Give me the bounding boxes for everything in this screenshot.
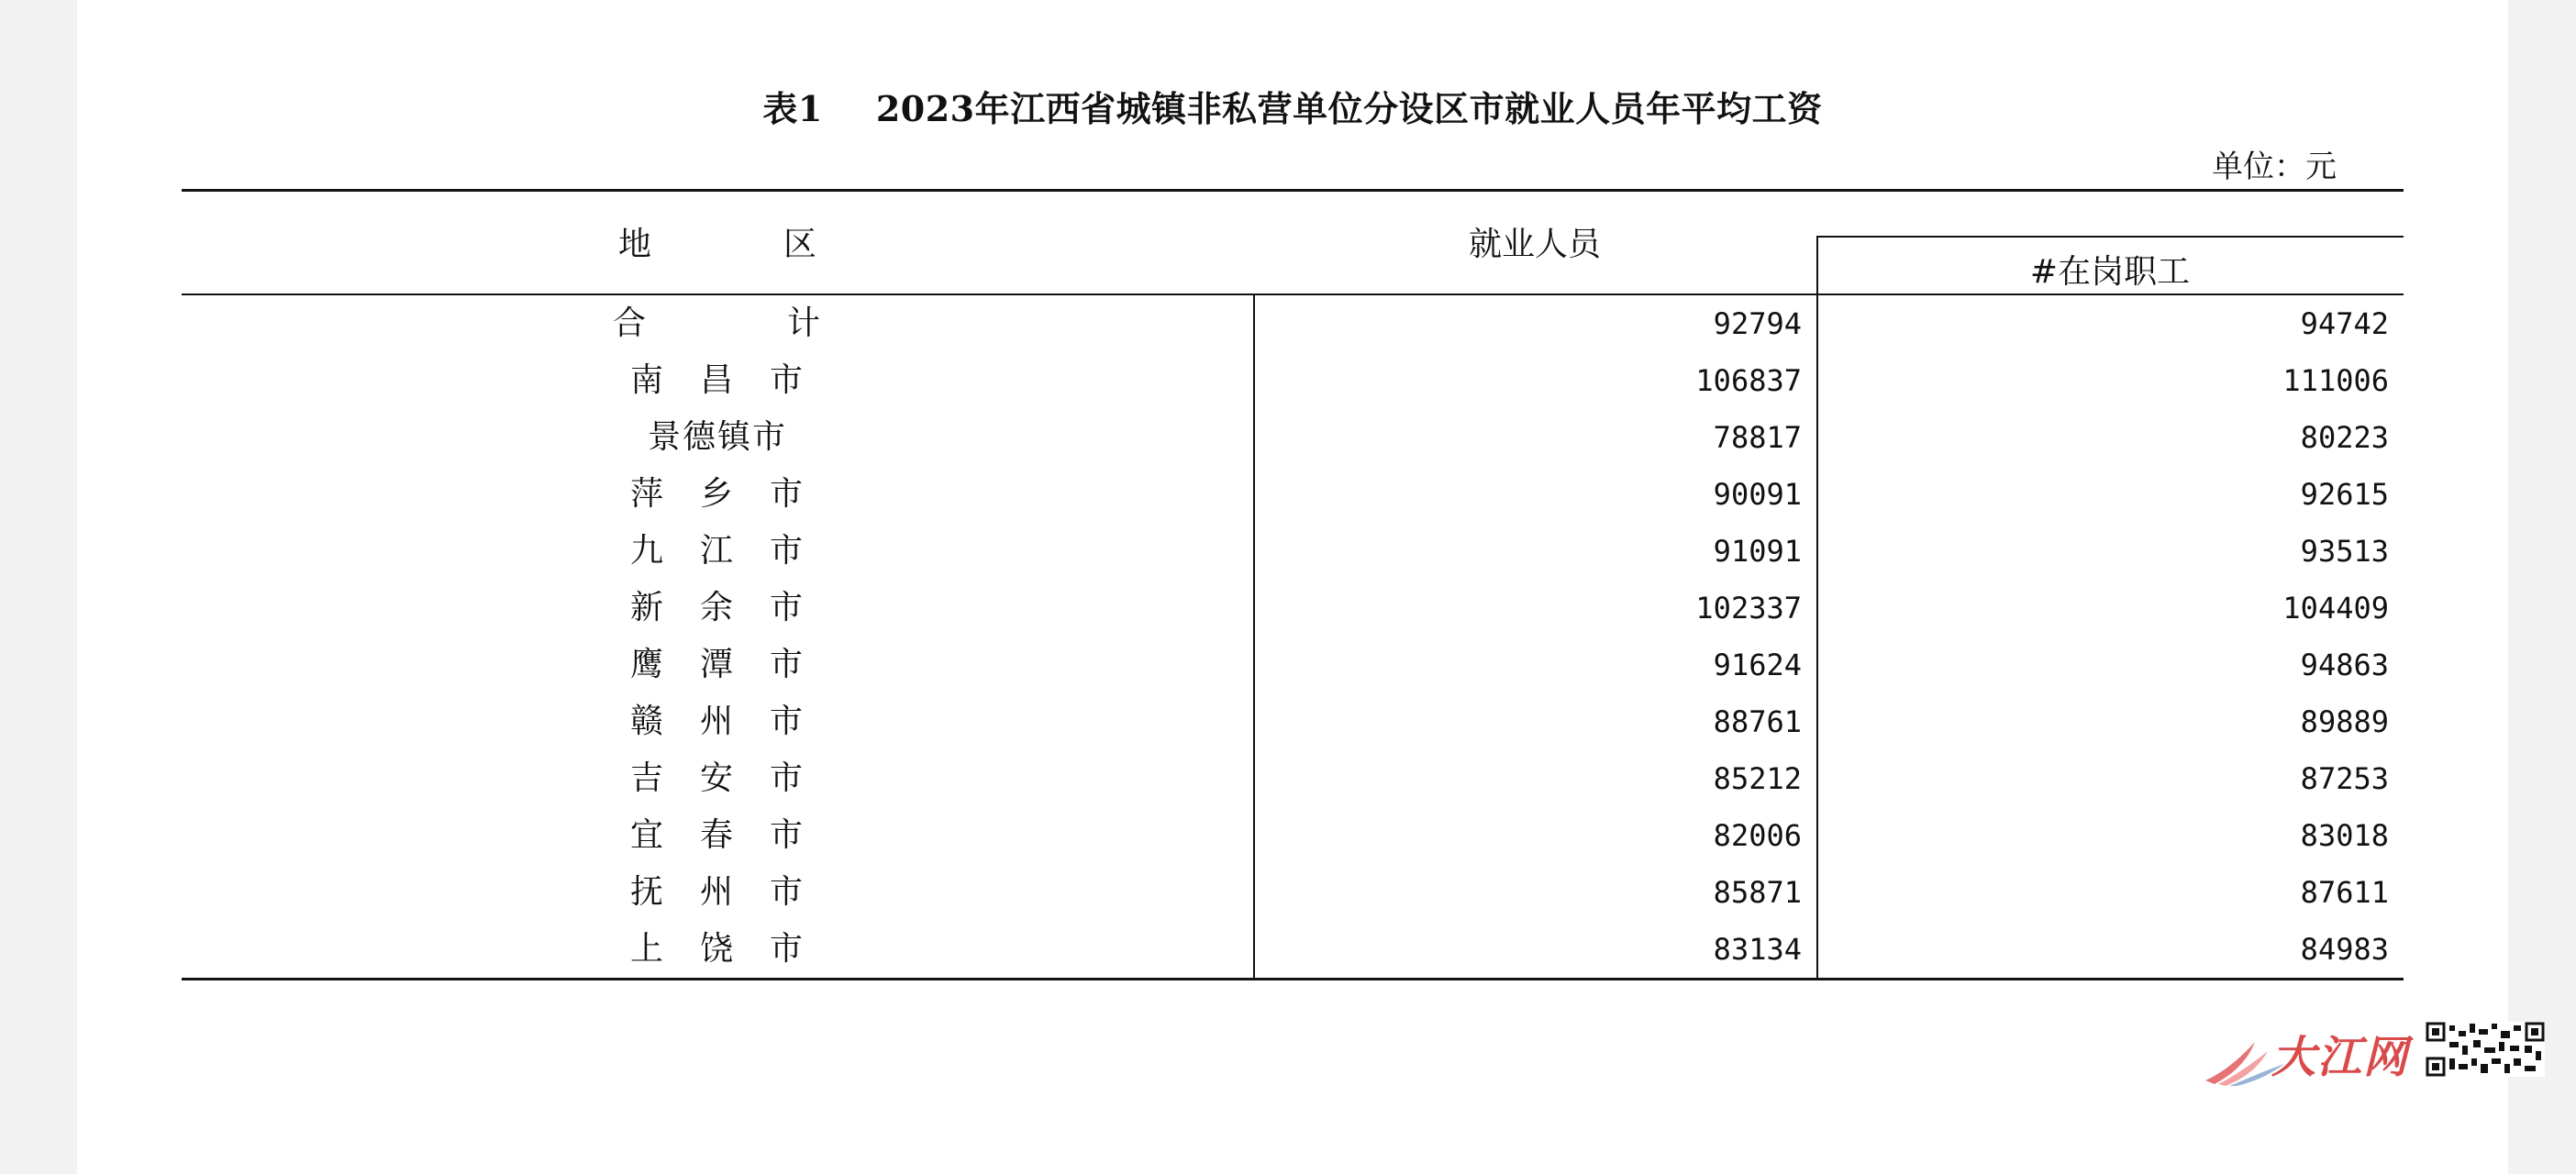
row-employees-wage: 85871 [1713,875,1802,910]
row-region: 宜 春 市 [629,816,805,854]
row-region: 吉 安 市 [629,759,805,797]
table-row-total [182,295,2404,352]
row-employees-wage: 78817 [1713,420,1802,455]
row-on-post-wage: 87611 [2300,875,2389,910]
table-bottom-rule [182,978,2404,980]
row-region: 赣 州 市 [629,703,805,740]
row-employees-wage: 91624 [1713,648,1802,682]
row-employees-wage: 102337 [1695,591,1802,626]
row-on-post-wage: 94863 [2300,648,2389,682]
row-region: 景德镇市 [647,418,787,456]
row-on-post-wage: 87253 [2300,761,2389,796]
table-row [182,807,2404,864]
row-on-post-wage: 94742 [2300,306,2389,341]
table-row [182,580,2404,637]
subheader-rule [1816,236,2404,238]
table-row [182,466,2404,523]
row-region: 新 余 市 [629,589,805,626]
row-on-post-wage: 89889 [2300,704,2389,739]
table-row [182,523,2404,580]
document-page [77,0,2508,1174]
table-row [182,352,2404,409]
row-on-post-wage: 111006 [2282,363,2389,398]
row-region: 鹰 潭 市 [629,646,805,683]
row-on-post-wage: 92615 [2300,477,2389,512]
table-row [182,921,2404,978]
table-row [182,750,2404,807]
table-row [182,637,2404,693]
header-employees: 就业人员 [1468,226,1601,263]
row-employees-wage: 85212 [1713,761,1802,796]
row-on-post-wage: 80223 [2300,420,2389,455]
row-employees-wage: 91091 [1713,534,1802,569]
header-region: 地 区 [617,226,816,263]
unit-label: 单位：元 [2212,149,2337,185]
row-employees-wage: 88761 [1713,704,1802,739]
row-on-post-wage: 93513 [2300,534,2389,569]
row-employees-wage: 92794 [1713,306,1802,341]
row-employees-wage: 106837 [1695,363,1802,398]
table-top-rule [182,189,2404,192]
row-region: 南 昌 市 [629,361,805,399]
row-region: 萍 乡 市 [629,475,805,513]
row-on-post-wage: 104409 [2282,591,2389,626]
table-row [182,409,2404,466]
table-row [182,693,2404,750]
row-region: 合 计 [612,305,822,342]
row-region: 九 江 市 [629,532,805,570]
row-employees-wage: 83134 [1713,932,1802,967]
row-on-post-wage: 84983 [2300,932,2389,967]
header-on-post-staff: #在岗职工 [2029,253,2191,291]
qr-code-icon [2426,1022,2545,1077]
row-on-post-wage: 83018 [2300,818,2389,853]
table-row [182,864,2404,921]
row-region: 抚 州 市 [629,873,805,911]
watermark-text: 大江网 [2271,1032,2410,1083]
table-title [77,81,2508,131]
row-employees-wage: 82006 [1713,818,1802,853]
row-region: 上 饶 市 [629,930,805,968]
table-title-text: 2023年江西省城镇非私营单位分设区市就业人员年平均工资 [875,88,1823,129]
jxnews-watermark [2202,1016,2550,1090]
wage-table [182,189,2404,980]
row-employees-wage: 90091 [1713,477,1802,512]
table-number: 表1 [762,88,823,129]
